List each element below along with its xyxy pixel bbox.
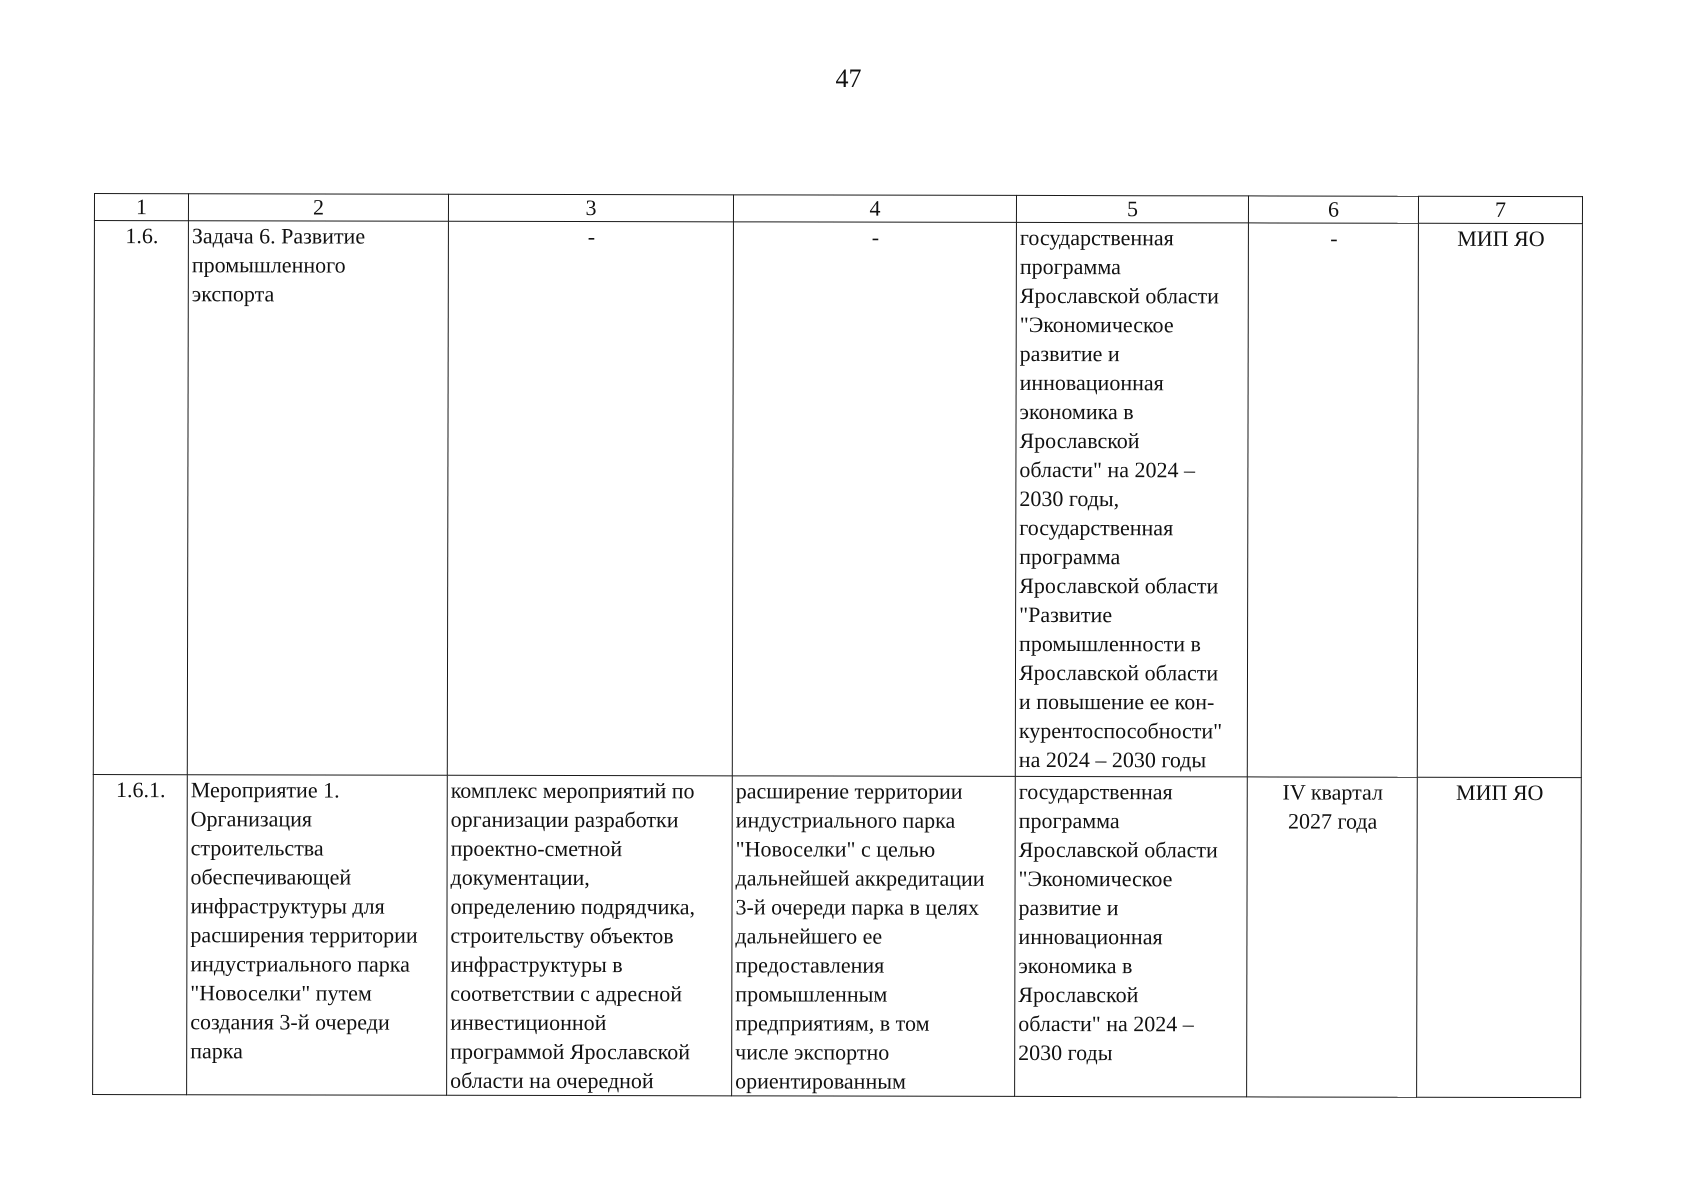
task-name-cell	[187, 221, 448, 776]
cell-line: 2030 годы,	[1019, 485, 1120, 512]
cell-line: предоставления	[735, 952, 885, 978]
cell-line: инновационная	[1018, 923, 1163, 950]
program-cell	[1015, 776, 1248, 1096]
cell-line: инфраструктуры в	[450, 951, 623, 978]
cell-line: дальнейшего ее	[735, 923, 883, 949]
cell-line: промышленного	[191, 252, 346, 278]
cell-line: Ярославской области	[1019, 282, 1219, 309]
cell-line: Ярославской области	[1018, 836, 1218, 863]
cell-line: области" на 2024 –	[1018, 1010, 1194, 1037]
column-number-row	[94, 194, 1582, 224]
measures-cell: -	[447, 221, 733, 776]
deadline-cell: -	[1247, 223, 1418, 777]
column-number: 6	[1248, 196, 1418, 223]
result-cell	[732, 776, 1016, 1097]
cell-line: "Экономическое	[1019, 311, 1174, 338]
cell-line: Мероприятие 1.	[190, 777, 340, 803]
cell-line: и повышение ее кон-	[1018, 688, 1215, 715]
cell-line: государственная	[1019, 514, 1174, 541]
cell-line: соответствии с адресной	[450, 980, 683, 1007]
measures-cell	[447, 775, 733, 1096]
cell-line: государственная	[1018, 778, 1173, 805]
cell-line: экономика в	[1019, 398, 1134, 425]
cell-line: "Развитие	[1019, 601, 1113, 628]
cell-line: государственная	[1019, 224, 1174, 251]
cell-line: Ярославской	[1018, 981, 1139, 1008]
cell-line: расширение территории	[735, 778, 963, 804]
cell-line: Ярославской	[1019, 427, 1140, 454]
cell-line: комплекс мероприятий по	[450, 777, 695, 804]
cell-line: Организация	[190, 806, 313, 832]
column-number: 2	[188, 194, 448, 222]
cell-line: Ярославской области	[1018, 659, 1219, 686]
cell-line: программой Ярославской	[450, 1038, 691, 1065]
cell-line: "Экономическое	[1018, 865, 1173, 892]
cell-line: "Новоселки" путем	[190, 980, 372, 1006]
column-number: 1	[94, 194, 188, 221]
cell-line: парка	[190, 1038, 243, 1064]
cell-line: создания 3-й очереди	[190, 1009, 390, 1035]
responsible-cell: МИП ЯО	[1417, 223, 1582, 777]
cell-line: предприятиям, в том	[735, 1010, 930, 1036]
cell-line: дальнейшей аккредитации	[735, 865, 985, 891]
row-number: 1.6.1.	[93, 774, 188, 1094]
program-cell	[1015, 222, 1248, 776]
cell-line: индустриального парка	[190, 951, 410, 977]
cell-line: Задача 6. Развитие	[191, 223, 366, 249]
column-number: 7	[1418, 196, 1582, 223]
cell-line: промышленности в	[1019, 630, 1201, 657]
cell-line: обеспечивающей	[190, 864, 352, 890]
page-number: 47	[835, 64, 862, 93]
cell-line: индустриального парка	[735, 807, 956, 833]
cell-line: инвестиционной	[450, 1009, 607, 1036]
cell-line: промышленным	[735, 981, 888, 1007]
plan-table	[92, 193, 1583, 1098]
cell-line: на 2024 – 2030 годы	[1018, 746, 1207, 773]
deadline-cell	[1247, 777, 1418, 1097]
cell-line: IV квартал	[1282, 779, 1383, 805]
column-number: 4	[733, 195, 1016, 223]
cell-line: инфраструктуры для	[190, 893, 385, 919]
cell-line: "Новоселки" с целью	[735, 836, 936, 862]
cell-line: определению подрядчика,	[450, 893, 696, 920]
cell-line: развитие и	[1019, 340, 1120, 367]
table-row	[93, 221, 1582, 778]
cell-line: 2027 года	[1288, 808, 1378, 834]
cell-line: программа	[1019, 543, 1121, 570]
cell-line: области" на 2024 –	[1019, 456, 1196, 483]
cell-line: организации разработки	[450, 806, 679, 833]
cell-line: проектно-сметной	[450, 835, 623, 862]
column-number: 3	[448, 194, 733, 222]
cell-line: курентоспособности"	[1018, 717, 1223, 744]
cell-line: области на очередной	[450, 1067, 654, 1094]
table-row	[93, 774, 1582, 1097]
cell-line: 3-й очереди парка в целях	[735, 894, 980, 920]
cell-line: числе экспортно	[735, 1039, 890, 1065]
responsible-cell: МИП ЯО	[1417, 777, 1582, 1097]
cell-line: программа	[1018, 807, 1120, 834]
column-number: 5	[1016, 195, 1248, 222]
cell-line: ориентированным	[735, 1068, 906, 1094]
cell-line: расширения территории	[190, 922, 418, 948]
cell-line: Ярославской области	[1019, 572, 1219, 599]
result-cell: -	[732, 222, 1016, 777]
cell-line: инновационная	[1019, 369, 1164, 396]
cell-line: строительству объектов	[450, 922, 674, 949]
cell-line: строительства	[190, 835, 324, 861]
row-number: 1.6.	[93, 221, 188, 775]
cell-line: экспорта	[191, 281, 275, 307]
task-name-cell	[187, 775, 448, 1096]
cell-line: 2030 годы	[1018, 1039, 1113, 1066]
cell-line: развитие и	[1018, 894, 1119, 921]
cell-line: программа	[1019, 253, 1121, 280]
cell-line: экономика в	[1018, 952, 1133, 979]
cell-line: документации,	[450, 864, 590, 891]
